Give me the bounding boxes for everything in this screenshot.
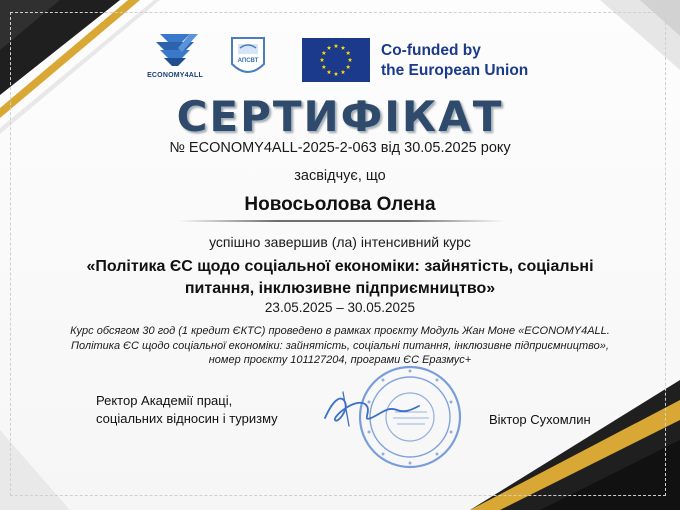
academy-logo-text: АПСВТ [237, 58, 259, 64]
recipient-name: Новосьолова Олена [244, 194, 436, 215]
economy4all-logo [142, 30, 208, 86]
course-title [0, 256, 680, 300]
course-description-line2: Політика ЄС щодо соціальної економіки: зайнятість, соціальні питання, інклюзивне підприємництво», [71, 339, 609, 352]
eu-cofunded-label [381, 41, 528, 81]
signer-name: Віктор Сухомлин [489, 412, 591, 427]
course-description-line1: Курс обсягом 30 год (1 кредит ЄКТС) проведено в рамках проєкту Модуль Жан Моне «ECONOMY4ALL. [70, 325, 610, 337]
certificate-number: № ECONOMY4ALL-2025-2-063 від 30.05.2025 року [169, 140, 511, 156]
handwritten-signature-icon [315, 380, 425, 440]
course-description-line3: номер проєкту 101127204, програми ЄС Еразмус+ [208, 354, 472, 366]
rector-title [96, 392, 278, 428]
course-title-line2: питання, інклюзивне підприємництво» [184, 280, 496, 297]
rector-title-line1: Ректор Академії праці, [96, 393, 233, 408]
certificate-title: СЕРТИФІКАТ [176, 92, 504, 141]
rector-title-line2: соціальних відносин і туризму [96, 411, 278, 426]
certifies-text: засвідчує, що [294, 168, 386, 184]
completed-text: успішно завершив (ла) інтенсивний курс [209, 234, 471, 250]
name-underline [178, 220, 504, 222]
course-description [0, 324, 680, 368]
course-dates: 23.05.2025 – 30.05.2025 [264, 300, 416, 315]
eu-flag-icon [302, 38, 370, 82]
course-title-line1: «Політика ЄС щодо соціальної економіки: зайнятість, соціальні [86, 258, 594, 275]
economy4all-logo-text: ECONOMY4ALL [147, 72, 203, 79]
eu-cofunded-line2: the European Union [381, 62, 529, 79]
eu-cofunded-line1: Co-funded by [381, 42, 481, 59]
economy4all-logo-icon [142, 30, 208, 72]
academy-logo [228, 34, 268, 82]
